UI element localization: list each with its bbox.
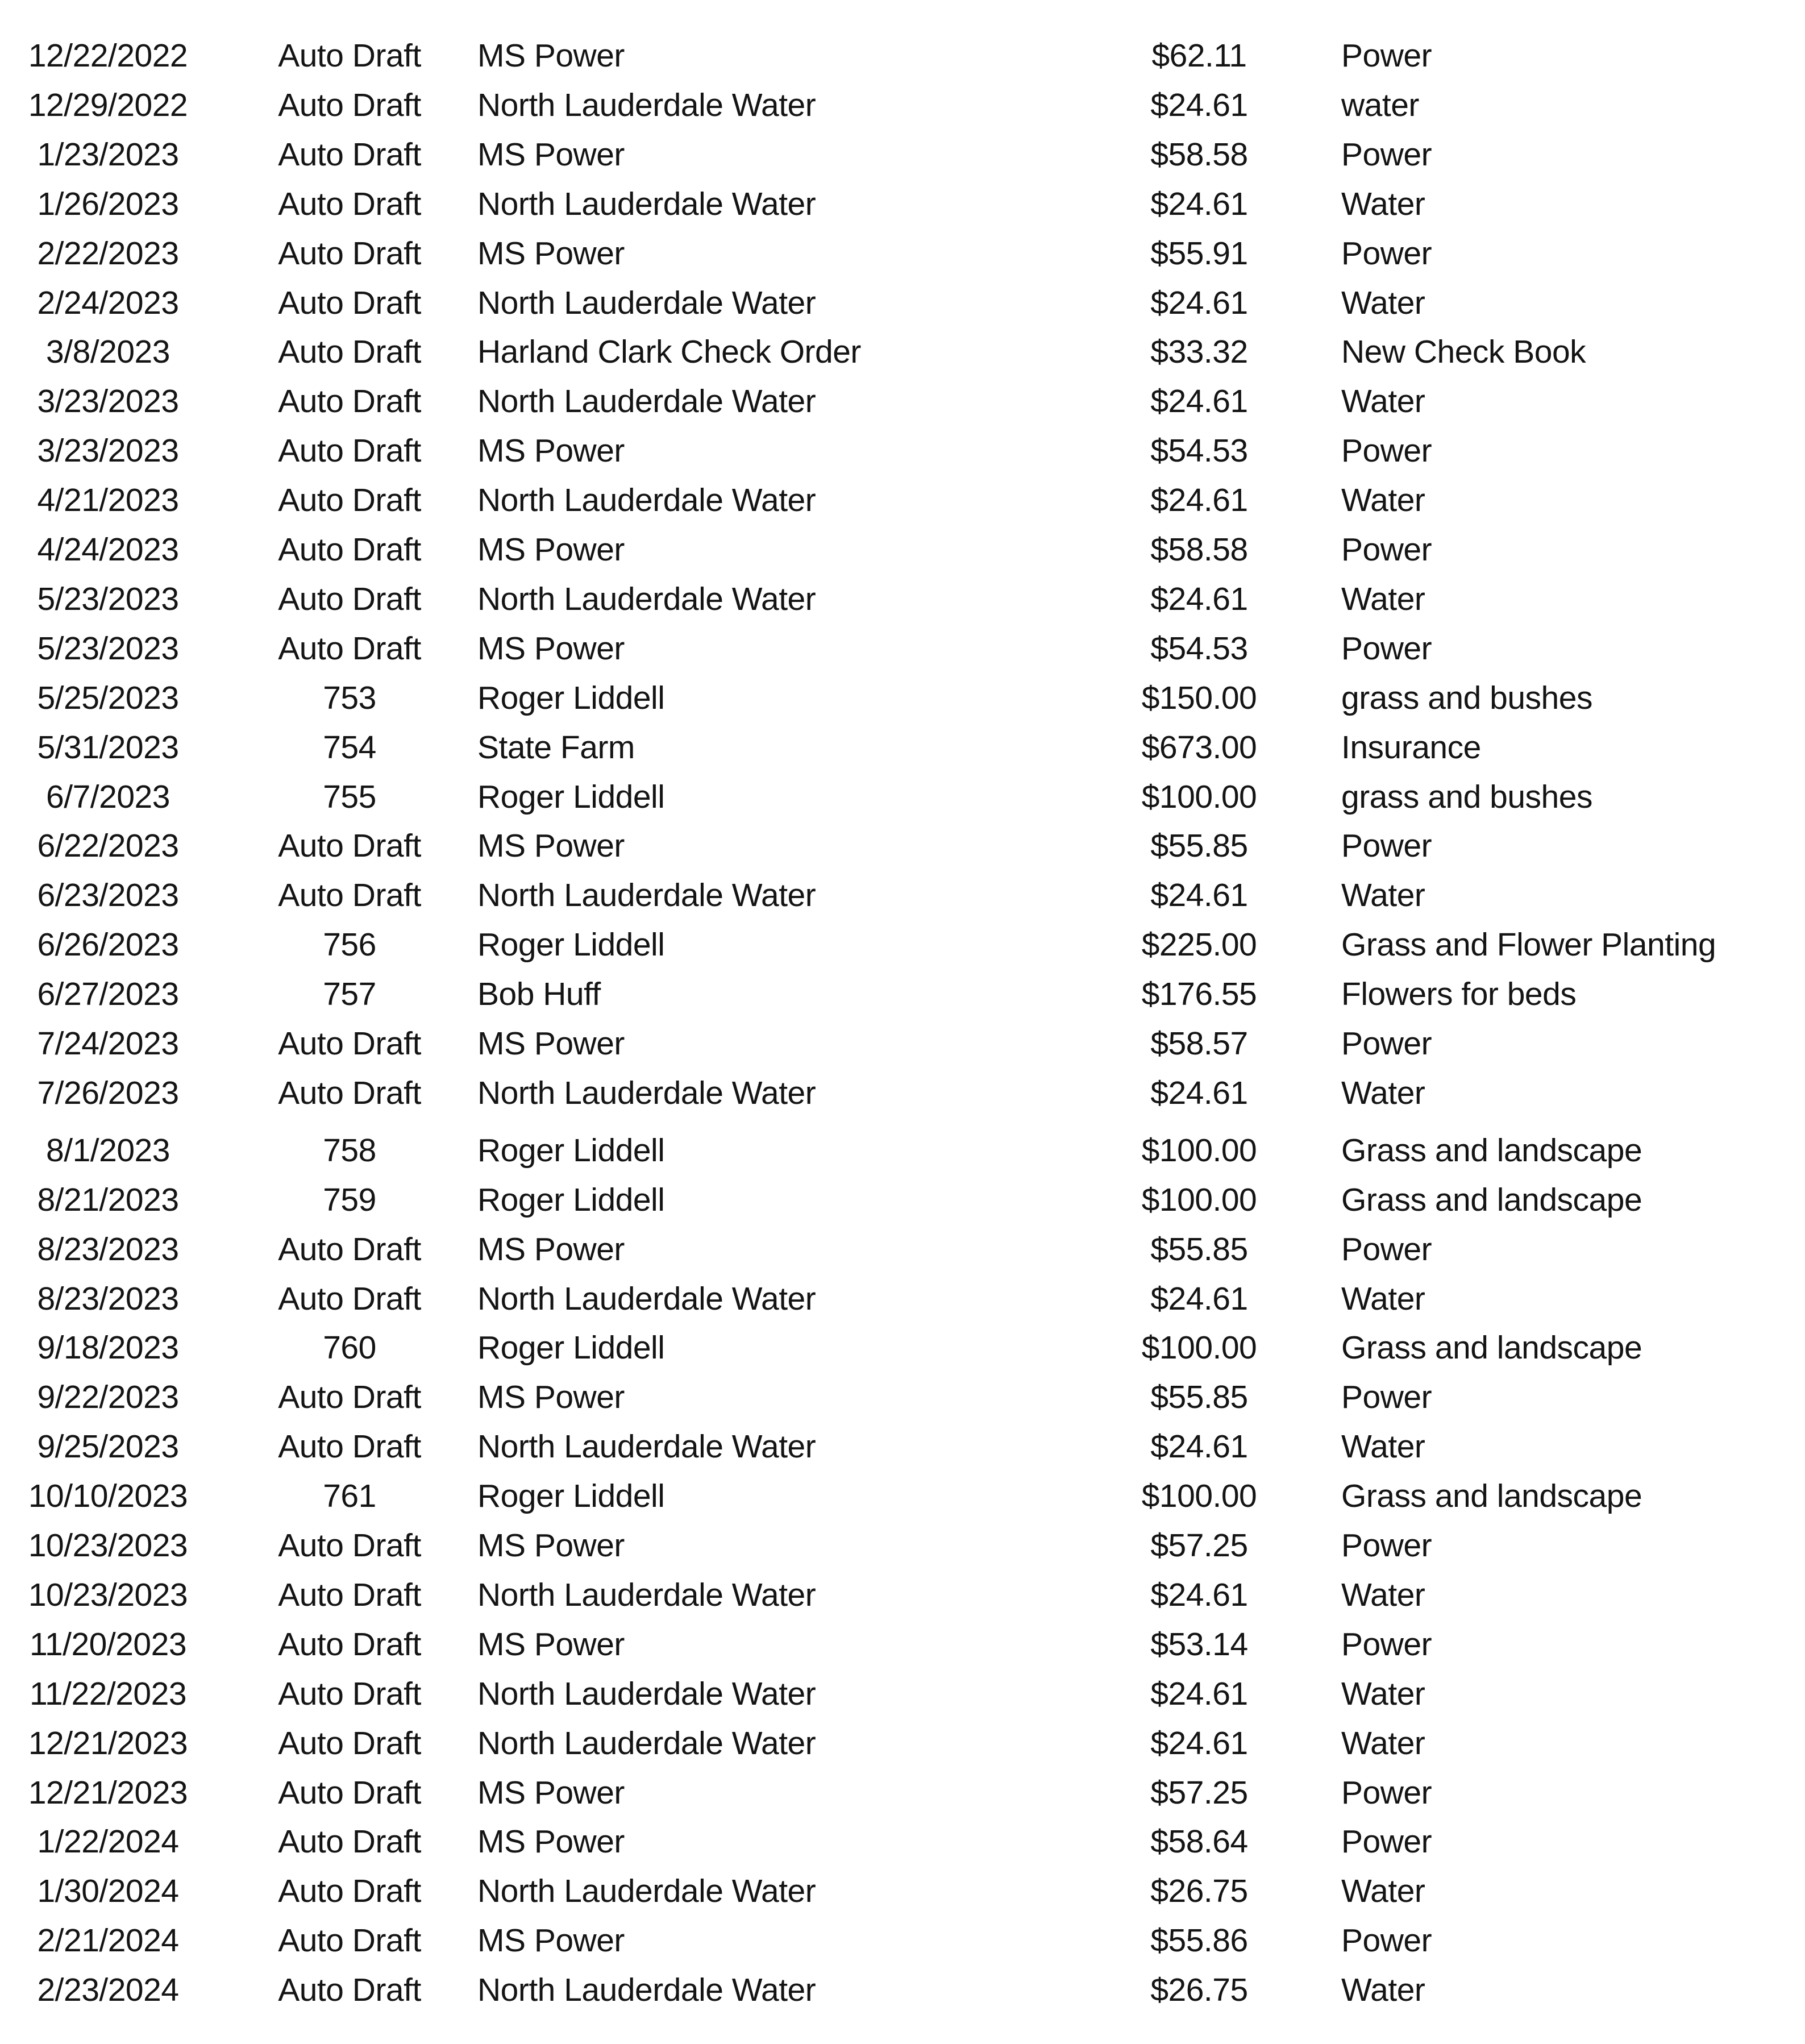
payee-cell: MS Power — [477, 1527, 625, 1564]
ledger-row — [0, 1916, 1805, 1965]
ref-cell: Auto Draft — [278, 531, 421, 568]
ledger-row — [0, 1069, 1805, 1117]
ledger-row — [0, 81, 1805, 130]
ref-cell: Auto Draft — [278, 433, 421, 470]
amount-cell: $24.61 — [1150, 1428, 1248, 1465]
date-cell: 6/7/2023 — [46, 778, 170, 815]
payee-cell: MS Power — [477, 1823, 625, 1860]
payee-cell: MS Power — [477, 1231, 625, 1268]
amount-cell: $673.00 — [1141, 729, 1257, 766]
ledger-row — [0, 723, 1805, 772]
payee-cell: North Lauderdale Water — [477, 1873, 816, 1910]
memo-cell: Power — [1341, 1379, 1432, 1416]
date-cell: 4/24/2023 — [37, 531, 179, 568]
date-cell: 8/23/2023 — [37, 1231, 179, 1268]
ledger-row — [0, 821, 1805, 870]
ledger-row — [0, 1422, 1805, 1471]
ledger-row — [0, 1817, 1805, 1866]
payee-cell: MS Power — [477, 1626, 625, 1663]
date-cell: 8/23/2023 — [37, 1280, 179, 1317]
payee-cell: MS Power — [477, 828, 625, 865]
ledger-row — [0, 970, 1805, 1019]
date-cell: 5/25/2023 — [37, 679, 179, 716]
payee-cell: Roger Liddell — [477, 1478, 665, 1515]
payee-cell: Roger Liddell — [477, 1132, 665, 1169]
ledger-row — [0, 920, 1805, 969]
amount-cell: $58.58 — [1150, 531, 1248, 568]
date-cell: 6/23/2023 — [37, 877, 179, 914]
amount-cell: $57.25 — [1150, 1774, 1248, 1811]
date-cell: 7/26/2023 — [37, 1074, 179, 1111]
date-cell: 6/22/2023 — [37, 828, 179, 865]
ref-cell: Auto Draft — [278, 284, 421, 321]
date-cell: 8/1/2023 — [46, 1132, 170, 1169]
amount-cell: $100.00 — [1141, 778, 1257, 815]
ref-cell: Auto Draft — [278, 1823, 421, 1860]
payee-cell: MS Power — [477, 1379, 625, 1416]
payee-cell: MS Power — [477, 38, 625, 74]
payee-cell: North Lauderdale Water — [477, 1576, 816, 1613]
memo-cell: Power — [1341, 1231, 1432, 1268]
payee-cell: MS Power — [477, 136, 625, 173]
payee-cell: North Lauderdale Water — [477, 580, 816, 617]
ref-cell: Auto Draft — [278, 482, 421, 519]
memo-cell: Water — [1341, 1428, 1425, 1465]
ledger-row — [0, 130, 1805, 179]
payee-cell: MS Power — [477, 1774, 625, 1811]
date-cell: 2/22/2023 — [37, 235, 179, 272]
ledger-row — [0, 1719, 1805, 1768]
ref-cell: Auto Draft — [278, 1972, 421, 2009]
amount-cell: $100.00 — [1141, 1132, 1257, 1169]
ledger-row — [0, 674, 1805, 722]
date-cell: 3/23/2023 — [37, 433, 179, 470]
date-cell: 7/24/2023 — [37, 1025, 179, 1062]
ledger-row — [0, 1274, 1805, 1323]
memo-cell: Grass and landscape — [1341, 1132, 1642, 1169]
payee-cell: North Lauderdale Water — [477, 1675, 816, 1712]
payee-cell: Harland Clark Check Order — [477, 334, 861, 371]
payee-cell: Roger Liddell — [477, 679, 665, 716]
ledger-row — [0, 1620, 1805, 1669]
memo-cell: Water — [1341, 1873, 1425, 1910]
date-cell: 8/21/2023 — [37, 1181, 179, 1218]
amount-cell: $24.61 — [1150, 1576, 1248, 1613]
date-cell: 12/22/2022 — [28, 38, 188, 74]
ref-cell: Auto Draft — [278, 1774, 421, 1811]
ref-cell: Auto Draft — [278, 86, 421, 123]
date-cell: 10/23/2023 — [28, 1576, 188, 1613]
payee-cell: North Lauderdale Water — [477, 1428, 816, 1465]
ref-cell: Auto Draft — [278, 1675, 421, 1712]
ledger-row — [0, 1323, 1805, 1372]
date-cell: 6/26/2023 — [37, 927, 179, 963]
date-cell: 5/31/2023 — [37, 729, 179, 766]
ref-cell: Auto Draft — [278, 334, 421, 371]
payee-cell: MS Power — [477, 1922, 625, 1959]
ref-cell: Auto Draft — [278, 1379, 421, 1416]
date-cell: 12/29/2022 — [28, 86, 188, 123]
ref-cell: Auto Draft — [278, 1626, 421, 1663]
date-cell: 9/25/2023 — [37, 1428, 179, 1465]
payee-cell: North Lauderdale Water — [477, 877, 816, 914]
amount-cell: $53.14 — [1150, 1626, 1248, 1663]
ref-cell: Auto Draft — [278, 630, 421, 667]
amount-cell: $24.61 — [1150, 1675, 1248, 1712]
ledger-row — [0, 1225, 1805, 1274]
ref-cell: Auto Draft — [278, 136, 421, 173]
payee-cell: MS Power — [477, 531, 625, 568]
ref-cell: 761 — [323, 1478, 376, 1515]
date-cell: 11/22/2023 — [29, 1675, 187, 1712]
memo-cell: water — [1341, 86, 1419, 123]
amount-cell: $55.86 — [1150, 1922, 1248, 1959]
date-cell: 5/23/2023 — [37, 580, 179, 617]
amount-cell: $24.61 — [1150, 284, 1248, 321]
memo-cell: Water — [1341, 1972, 1425, 2009]
memo-cell: Grass and landscape — [1341, 1478, 1642, 1515]
ref-cell: Auto Draft — [278, 1922, 421, 1959]
amount-cell: $24.61 — [1150, 185, 1248, 222]
ledger-row — [0, 1571, 1805, 1619]
ledger-row — [0, 624, 1805, 673]
date-cell: 10/10/2023 — [28, 1478, 188, 1515]
date-cell: 12/21/2023 — [28, 1774, 188, 1811]
ledger-row — [0, 377, 1805, 426]
ledger-row — [0, 1966, 1805, 2014]
ledger-row — [0, 1373, 1805, 1422]
ledger-row — [0, 1126, 1805, 1175]
amount-cell: $100.00 — [1141, 1181, 1257, 1218]
memo-cell: Power — [1341, 235, 1432, 272]
amount-cell: $55.85 — [1150, 828, 1248, 865]
payee-cell: Roger Liddell — [477, 1181, 665, 1218]
ledger-row — [0, 525, 1805, 574]
amount-cell: $100.00 — [1141, 1478, 1257, 1515]
amount-cell: $150.00 — [1141, 679, 1257, 716]
memo-cell: Power — [1341, 38, 1432, 74]
ledger-row — [0, 1472, 1805, 1520]
memo-cell: Water — [1341, 1576, 1425, 1613]
date-cell: 3/23/2023 — [37, 383, 179, 420]
payee-cell: MS Power — [477, 630, 625, 667]
memo-cell: Grass and Flower Planting — [1341, 927, 1716, 963]
ledger-row — [0, 476, 1805, 525]
ref-cell: Auto Draft — [278, 235, 421, 272]
ledger-row — [0, 575, 1805, 624]
date-cell: 12/21/2023 — [28, 1725, 188, 1762]
amount-cell: $225.00 — [1141, 927, 1257, 963]
memo-cell: Power — [1341, 1527, 1432, 1564]
amount-cell: $54.53 — [1150, 433, 1248, 470]
payee-cell: North Lauderdale Water — [477, 383, 816, 420]
date-cell: 10/23/2023 — [28, 1527, 188, 1564]
ledger-row — [0, 772, 1805, 821]
payee-cell: Roger Liddell — [477, 778, 665, 815]
ref-cell: Auto Draft — [278, 1873, 421, 1910]
amount-cell: $58.57 — [1150, 1025, 1248, 1062]
ref-cell: Auto Draft — [278, 1725, 421, 1762]
ref-cell: Auto Draft — [278, 1231, 421, 1268]
amount-cell: $54.53 — [1150, 630, 1248, 667]
date-cell: 9/18/2023 — [37, 1330, 179, 1366]
payee-cell: North Lauderdale Water — [477, 185, 816, 222]
ledger-row — [0, 279, 1805, 327]
ledger-row — [0, 426, 1805, 475]
ref-cell: 758 — [323, 1132, 376, 1169]
ledger-row — [0, 1669, 1805, 1718]
amount-cell: $24.61 — [1150, 383, 1248, 420]
ledger-row — [0, 327, 1805, 376]
amount-cell: $24.61 — [1150, 86, 1248, 123]
memo-cell: Water — [1341, 185, 1425, 222]
memo-cell: grass and bushes — [1341, 679, 1592, 716]
amount-cell: $176.55 — [1141, 976, 1257, 1013]
payee-cell: Roger Liddell — [477, 927, 665, 963]
amount-cell: $24.61 — [1150, 482, 1248, 519]
memo-cell: Power — [1341, 1626, 1432, 1663]
amount-cell: $58.58 — [1150, 136, 1248, 173]
memo-cell: Grass and landscape — [1341, 1330, 1642, 1366]
memo-cell: Water — [1341, 1675, 1425, 1712]
ref-cell: Auto Draft — [278, 1527, 421, 1564]
amount-cell: $26.75 — [1150, 1972, 1248, 2009]
memo-cell: Water — [1341, 877, 1425, 914]
amount-cell: $57.25 — [1150, 1527, 1248, 1564]
date-cell: 1/26/2023 — [37, 185, 179, 222]
amount-cell: $55.85 — [1150, 1379, 1248, 1416]
memo-cell: Flowers for beds — [1341, 976, 1577, 1013]
ledger-row — [0, 180, 1805, 229]
date-cell: 4/21/2023 — [37, 482, 179, 519]
memo-cell: Power — [1341, 828, 1432, 865]
ledger-row — [0, 871, 1805, 920]
amount-cell: $24.61 — [1150, 1074, 1248, 1111]
payee-cell: Roger Liddell — [477, 1330, 665, 1366]
date-cell: 1/23/2023 — [37, 136, 179, 173]
ledger-row — [0, 1019, 1805, 1068]
ref-cell: Auto Draft — [278, 38, 421, 74]
date-cell: 2/23/2024 — [37, 1972, 179, 2009]
payee-cell: MS Power — [477, 433, 625, 470]
date-cell: 5/23/2023 — [37, 630, 179, 667]
memo-cell: Insurance — [1341, 729, 1481, 766]
ledger-row — [0, 1521, 1805, 1570]
amount-cell: $55.85 — [1150, 1231, 1248, 1268]
ledger-row — [0, 31, 1805, 80]
memo-cell: Power — [1341, 1922, 1432, 1959]
memo-cell: Power — [1341, 136, 1432, 173]
date-cell: 11/20/2023 — [29, 1626, 187, 1663]
payee-cell: North Lauderdale Water — [477, 1972, 816, 2009]
date-cell: 1/22/2024 — [37, 1823, 179, 1860]
date-cell: 3/8/2023 — [46, 334, 170, 371]
memo-cell: Power — [1341, 630, 1432, 667]
amount-cell: $26.75 — [1150, 1873, 1248, 1910]
memo-cell: New Check Book — [1341, 334, 1586, 371]
amount-cell: $58.64 — [1150, 1823, 1248, 1860]
memo-cell: Water — [1341, 383, 1425, 420]
memo-cell: Water — [1341, 1074, 1425, 1111]
payee-cell: North Lauderdale Water — [477, 86, 816, 123]
date-cell: 9/22/2023 — [37, 1379, 179, 1416]
memo-cell: grass and bushes — [1341, 778, 1592, 815]
ref-cell: 757 — [323, 976, 376, 1013]
ledger-row — [0, 1867, 1805, 1916]
memo-cell: Grass and landscape — [1341, 1181, 1642, 1218]
ref-cell: Auto Draft — [278, 1074, 421, 1111]
ref-cell: Auto Draft — [278, 185, 421, 222]
ref-cell: Auto Draft — [278, 1576, 421, 1613]
payee-cell: State Farm — [477, 729, 635, 766]
payee-cell: MS Power — [477, 235, 625, 272]
memo-cell: Water — [1341, 1725, 1425, 1762]
ref-cell: 759 — [323, 1181, 376, 1218]
memo-cell: Water — [1341, 284, 1425, 321]
payee-cell: North Lauderdale Water — [477, 1725, 816, 1762]
amount-cell: $33.32 — [1150, 334, 1248, 371]
payee-cell: North Lauderdale Water — [477, 1280, 816, 1317]
ref-cell: 755 — [323, 778, 376, 815]
date-cell: 2/21/2024 — [37, 1922, 179, 1959]
ledger-row — [0, 1175, 1805, 1224]
ref-cell: Auto Draft — [278, 383, 421, 420]
ref-cell: 754 — [323, 729, 376, 766]
payee-cell: North Lauderdale Water — [477, 1074, 816, 1111]
ref-cell: Auto Draft — [278, 1280, 421, 1317]
memo-cell: Power — [1341, 531, 1432, 568]
amount-cell: $24.61 — [1150, 1725, 1248, 1762]
amount-cell: $24.61 — [1150, 877, 1248, 914]
memo-cell: Power — [1341, 1025, 1432, 1062]
memo-cell: Water — [1341, 1280, 1425, 1317]
memo-cell: Power — [1341, 1823, 1432, 1860]
amount-cell: $62.11 — [1151, 38, 1247, 74]
ref-cell: 756 — [323, 927, 376, 963]
memo-cell: Power — [1341, 1774, 1432, 1811]
ledger-row — [0, 1768, 1805, 1817]
ref-cell: Auto Draft — [278, 580, 421, 617]
amount-cell: $100.00 — [1141, 1330, 1257, 1366]
ref-cell: 760 — [323, 1330, 376, 1366]
memo-cell: Water — [1341, 482, 1425, 519]
payee-cell: North Lauderdale Water — [477, 482, 816, 519]
amount-cell: $24.61 — [1150, 1280, 1248, 1317]
ref-cell: 753 — [323, 679, 376, 716]
ref-cell: Auto Draft — [278, 828, 421, 865]
memo-cell: Water — [1341, 580, 1425, 617]
ref-cell: Auto Draft — [278, 1025, 421, 1062]
memo-cell: Power — [1341, 433, 1432, 470]
amount-cell: $24.61 — [1150, 580, 1248, 617]
date-cell: 6/27/2023 — [37, 976, 179, 1013]
payee-cell: MS Power — [477, 1025, 625, 1062]
ref-cell: Auto Draft — [278, 877, 421, 914]
ledger-row — [0, 229, 1805, 278]
payee-cell: North Lauderdale Water — [477, 284, 816, 321]
amount-cell: $55.91 — [1150, 235, 1248, 272]
payee-cell: Bob Huff — [477, 976, 601, 1013]
date-cell: 1/30/2024 — [37, 1873, 179, 1910]
date-cell: 2/24/2023 — [37, 284, 179, 321]
ref-cell: Auto Draft — [278, 1428, 421, 1465]
